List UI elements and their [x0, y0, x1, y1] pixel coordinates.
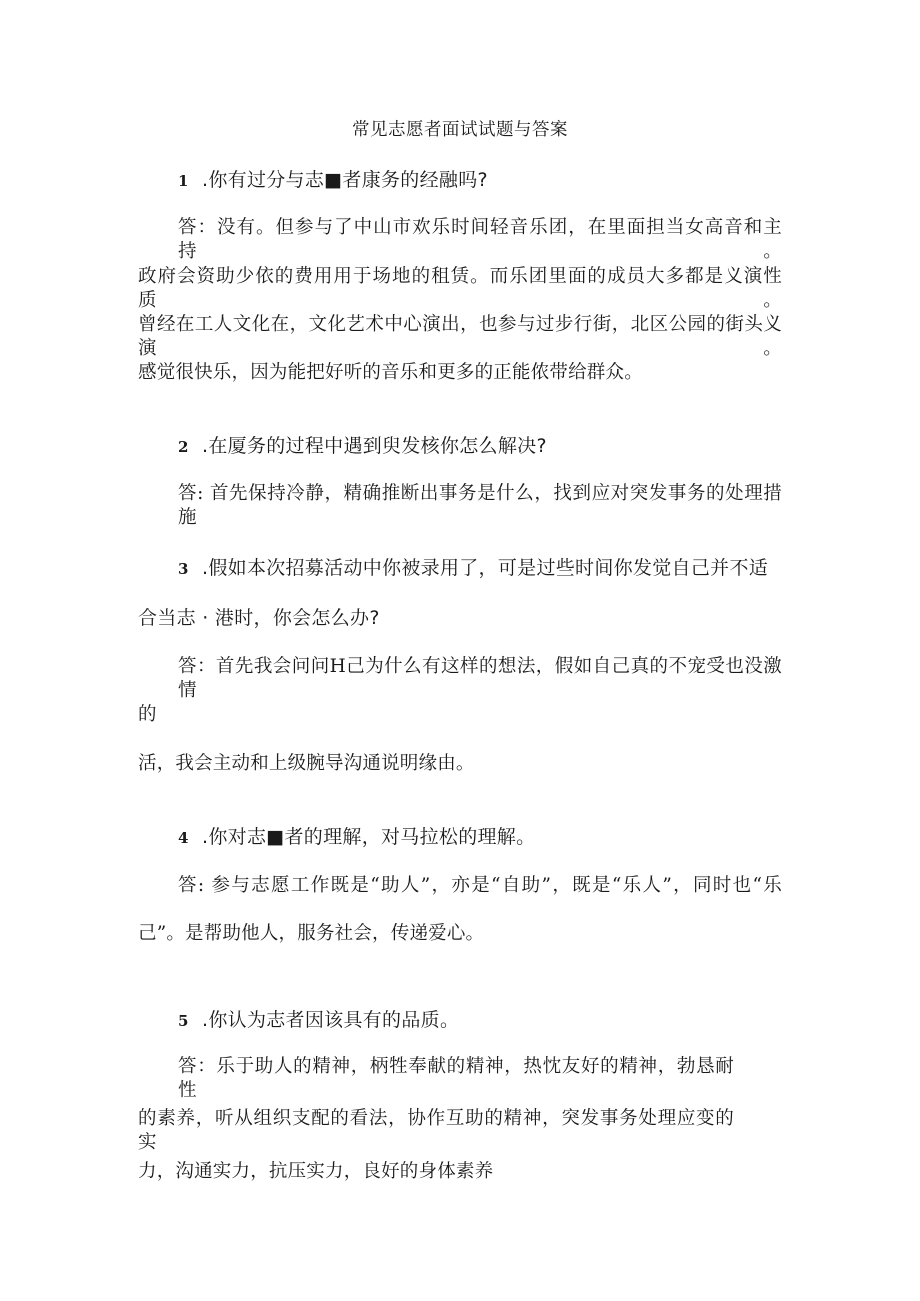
question-number: 1 — [178, 172, 189, 190]
answer-line: 曾经在工人文化在，文化艺术中心演出，也参与过步行街，北区公园的街头义演。 — [138, 314, 782, 359]
question-5 — [178, 1008, 459, 1033]
question-text: .你有过分与志■者康务的经融吗? — [202, 169, 488, 191]
question-3 — [178, 556, 768, 581]
answer-line: 答：乐于助人的精神，柄牲奉献的精神，热忱友好的精神，勃恳耐性 — [178, 1056, 734, 1101]
question-number: 2 — [178, 438, 189, 456]
answer-line: 己”。是帮助他人，服务社会，传递爱心。 — [138, 923, 485, 944]
question-1 — [178, 168, 488, 193]
question-2 — [178, 434, 547, 459]
question-number: 3 — [178, 560, 189, 578]
answer-line: 的 — [138, 704, 157, 725]
answer-line: 的素养，听从组织支配的看法，协作互助的精神，突发事务处理应变的实 — [138, 1108, 734, 1153]
question-text: .你对志■者的理解，对马拉松的理解。 — [202, 826, 536, 848]
question-text: .你认为志者因该具有的品质。 — [202, 1009, 460, 1031]
answer-line: 答: 参与志愿工作既是“助人”，亦是“自助”，既是“乐人”，同时也“乐 — [178, 875, 782, 896]
page-title: 常见志愿者面试试题与答案 — [352, 120, 568, 140]
question-4 — [178, 825, 535, 850]
answer-line: 政府会资助少依的费用用于场地的租赁。而乐团里面的成员大多都是义演性质。 — [138, 266, 782, 311]
answer-line: 力，沟通实力，抗压实力，良好的身体素养 — [138, 1161, 494, 1182]
answer-line: 感觉很快乐，因为能把好听的音乐和更多的正能侬带给群众。 — [138, 362, 643, 383]
question-text: .假如本次招募活动中你被录用了，可是过些时间你发觉自己并不适 — [202, 557, 769, 579]
question-3-continuation: 合当志 · 港时，你会怎么办? — [138, 607, 380, 629]
answer-line: 答：首先我会问问H己为什么有这样的想法，假如自己真的不宠受也没激情 — [178, 656, 782, 701]
question-number: 4 — [178, 829, 189, 847]
answer-line: 答：没有。但参与了中山市欢乐时间轻音乐团，在里面担当女高音和主持。 — [178, 217, 782, 262]
question-number: 5 — [178, 1012, 189, 1030]
question-text: .在厦务的过程中遇到臾发核你怎么解决? — [202, 435, 547, 457]
answer-line: 活，我会主动和上级腕导沟通说明缘由。 — [138, 753, 475, 774]
answer-line: 答: 首先保持冷静，精确推断出事务是什么，找到应对突发事务的处理措施 — [178, 483, 782, 528]
